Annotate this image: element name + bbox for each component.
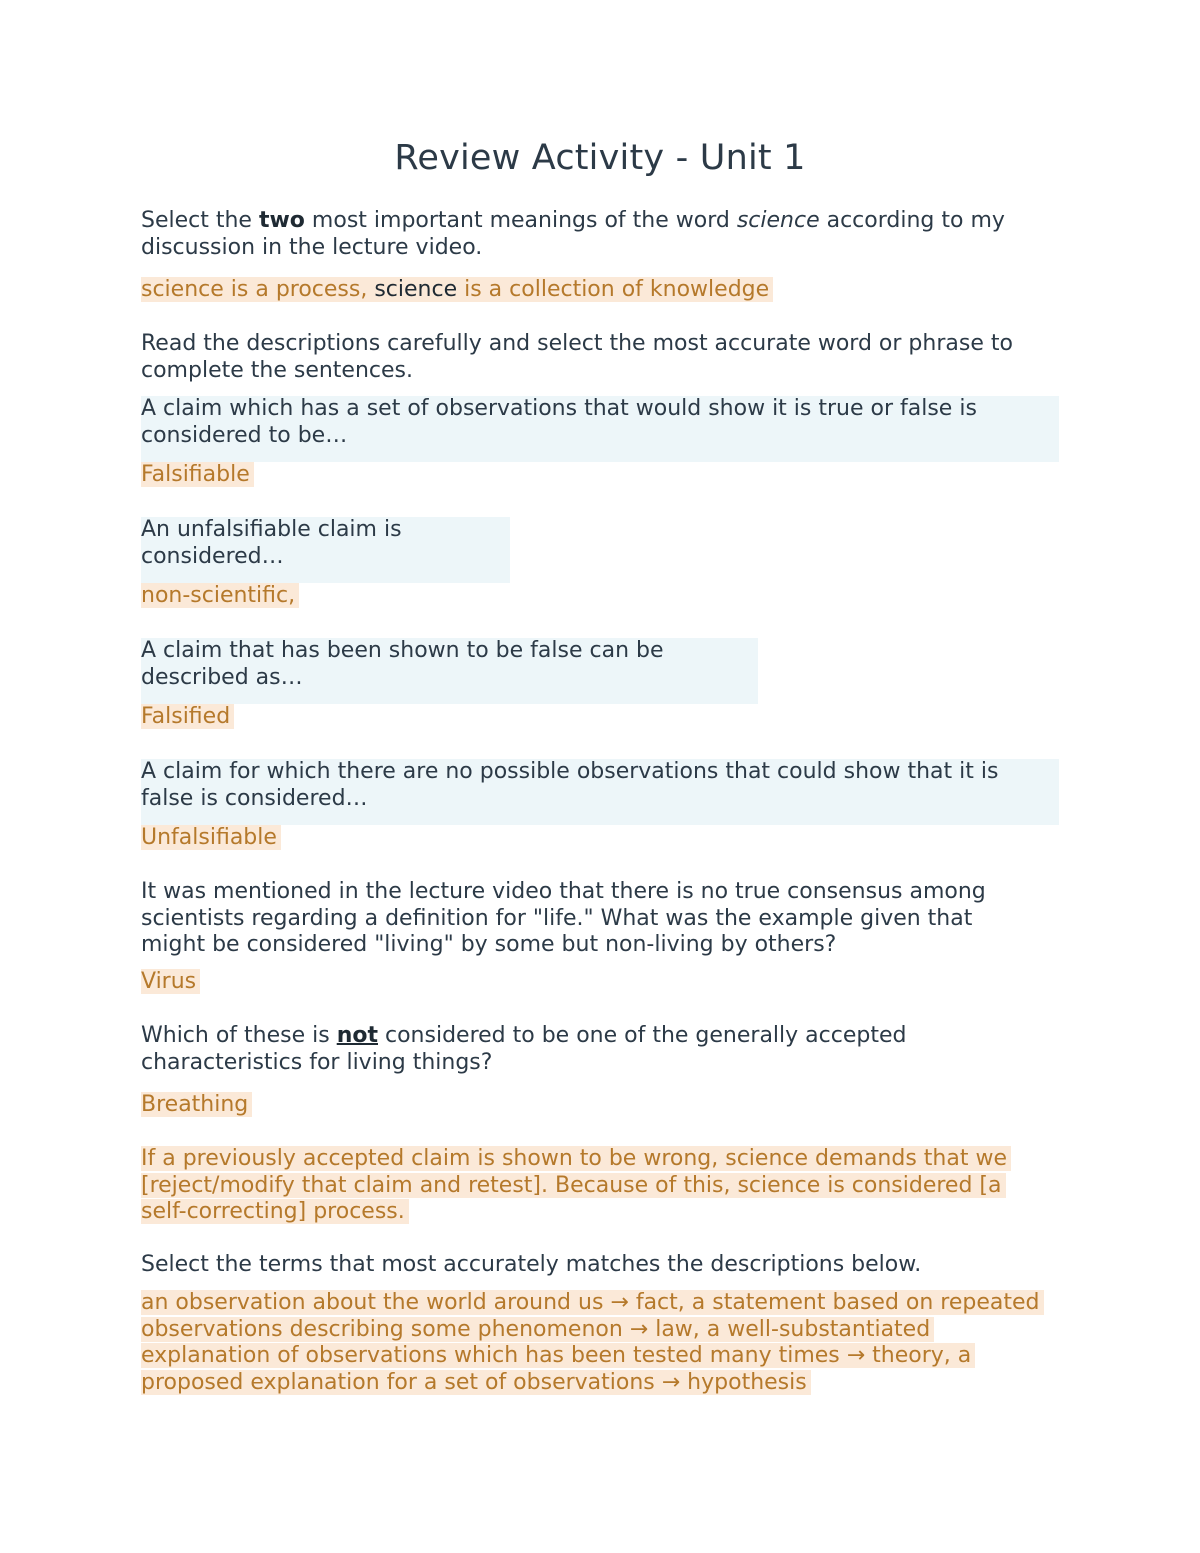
question-match-terms: Select the terms that most accurately matches the descriptions below. [141,1252,922,1277]
question-text-post: considered to be one of the generally accepted characteristics for living things? [141,1023,907,1075]
answer-falsifiable [141,462,254,489]
question-unfalsifiable: A claim for which there are no possible observations that could show that it is false is considered… [141,759,1059,825]
answer-text: Falsified [141,704,234,729]
emphasis-two: two [258,208,305,233]
question-not-characteristic [141,1023,1041,1076]
answer-falsified [141,704,234,731]
answer-part-process: science is a process, [141,277,375,302]
answer-self-correcting [141,1146,1041,1226]
instructions-text: Read the descriptions carefully and select the most accurate word or phrase to complete the sentences. [141,331,1013,383]
answer-science-meanings [141,277,773,304]
answer-text: Unfalsifiable [141,825,281,850]
answer-text: an observation about the world around us → fact, a statement based on repeated observations describing some phenomenon → law, a well-substantiated explanation of observations which has been tested many times → theory, a proposed explanation for a set of observations → hypothesis [141,1290,1044,1395]
answer-non-scientific [141,583,299,610]
question-falsified: A claim that has been shown to be false can be described as… [141,638,758,704]
answer-breathing [141,1092,252,1119]
question-falsifiable: A claim which has a set of observations that would show it is true or false is considered to be… [141,396,1059,462]
emphasis-not: not [336,1023,378,1048]
answer-text: non-scientific, [141,583,299,608]
question-text-mid: most important meanings of the word [304,208,737,233]
answer-text: Virus [141,969,200,994]
answer-virus [141,969,200,996]
question-life-definition: It was mentioned in the lecture video that there is no true consensus among scientists regarding a definition for "life." What was the example given that might be considered "living" by some but non-living by others? [141,879,986,957]
question-unfalsifiable-claim: An unfalsifiable claim is considered… [141,517,510,583]
question-science-meanings [141,208,1041,261]
answer-part-science: science [374,277,458,302]
question-text-pre: Which of these is [141,1023,337,1048]
question-text-post: according to my discussion in the lecture video. [141,208,1005,260]
answer-match-terms [141,1290,1056,1396]
answer-part-collection: is a collection of knowledge [457,277,770,302]
answer-text: If a previously accepted claim is shown to be wrong, science demands that we [reject/modify that claim and retest]. Because of this, science is considered [a self-correcting] process. [141,1146,1011,1224]
page-title: Review Activity - Unit 1 [394,138,806,178]
emphasis-science: science [736,208,820,233]
answer-unfalsifiable [141,825,281,852]
answer-text: Breathing [141,1092,252,1117]
question-text-pre: Select the [141,208,259,233]
answer-text: Falsifiable [141,462,254,487]
